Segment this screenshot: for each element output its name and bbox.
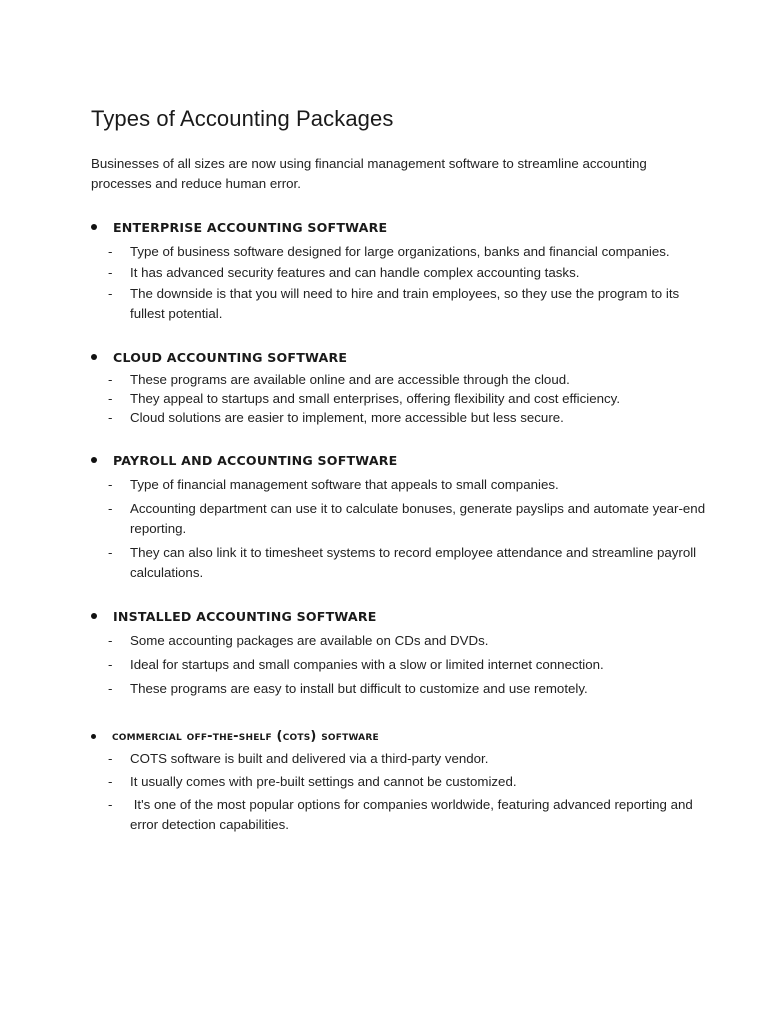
document-page (91, 104, 711, 836)
list-item (91, 389, 711, 408)
bullet-icon (91, 354, 97, 360)
list-item (91, 772, 711, 792)
bullet-icon (91, 457, 97, 463)
section-heading: ENTERPRISE ACCOUNTING SOFTWARE (113, 219, 388, 235)
item-list (91, 475, 711, 583)
list-item (91, 655, 711, 675)
list-item-text: Type of business software designed for large organizations, banks and financial companies. (130, 244, 670, 259)
section-header (91, 449, 711, 471)
section-cots (91, 725, 711, 835)
list-item-text: Some accounting packages are available on CDs and DVDs. (130, 633, 489, 648)
list-item-text: They can also link it to timesheet systems to record employee attendance and streamline payroll calculations. (130, 545, 697, 580)
page-title: Types of Accounting Packages (91, 106, 394, 131)
dash-icon: - (108, 410, 113, 425)
dash-icon: - (108, 657, 113, 672)
item-list (91, 370, 711, 427)
dash-icon: - (108, 633, 113, 648)
list-item-text: These programs are easy to install but difficult to customize and use remotely. (130, 681, 588, 696)
item-list (91, 631, 711, 699)
list-item (91, 284, 711, 324)
list-item-text: Type of financial management software that appeals to small companies. (130, 477, 559, 492)
list-item (91, 679, 711, 699)
list-item-text: It has advanced security features and can handle complex accounting tasks. (130, 265, 580, 280)
dash-icon: - (108, 501, 113, 516)
list-item-text: The downside is that you will need to hire and train employees, so they use the program to its fullest potential. (130, 286, 680, 321)
dash-icon: - (108, 797, 113, 812)
list-item (91, 543, 711, 583)
section-heading: commercial off-the-shelf (cots) software (112, 728, 379, 744)
list-item-text: They appeal to startups and small enterprises, offering flexibility and cost efficiency. (130, 391, 621, 406)
list-item-text: Cloud solutions are easier to implement, more accessible but less secure. (130, 410, 564, 425)
list-item-text: These programs are available online and are accessible through the cloud. (130, 372, 570, 387)
section-header (91, 346, 711, 368)
section-heading: CLOUD ACCOUNTING SOFTWARE (113, 349, 348, 365)
section-heading: PAYROLL AND ACCOUNTING SOFTWARE (113, 452, 398, 468)
section-payroll (91, 449, 711, 583)
dash-icon: - (108, 265, 113, 280)
dash-icon: - (108, 244, 113, 259)
list-item-text: Ideal for startups and small companies with a slow or limited internet connection. (130, 657, 604, 672)
dash-icon: - (108, 286, 113, 301)
section-cloud (91, 346, 711, 427)
list-item-text: It's one of the most popular options for companies worldwide, featuring advanced reporting and error detection capabilities. (130, 797, 697, 832)
item-list (91, 749, 711, 835)
item-list (91, 242, 711, 324)
bullet-icon (91, 224, 97, 230)
list-item (91, 795, 711, 835)
list-item (91, 408, 711, 427)
list-item (91, 749, 711, 769)
section-header (91, 216, 711, 238)
dash-icon: - (108, 477, 113, 492)
list-item (91, 499, 711, 539)
dash-icon: - (108, 391, 113, 406)
section-heading: INSTALLED ACCOUNTING SOFTWARE (113, 608, 377, 624)
intro-paragraph: Businesses of all sizes are now using financial management software to streamline accounting processes and reduce human error. (91, 156, 647, 191)
dash-icon: - (108, 751, 113, 766)
dash-icon: - (108, 681, 113, 696)
dash-icon: - (108, 774, 113, 789)
section-installed (91, 605, 711, 699)
bullet-icon (91, 613, 97, 619)
list-item-text: Accounting department can use it to calculate bonuses, generate payslips and automate year-end reporting. (130, 501, 706, 536)
section-header (91, 605, 711, 627)
section-enterprise (91, 216, 711, 324)
section-header (91, 725, 711, 747)
list-item (91, 370, 711, 389)
list-item (91, 242, 711, 262)
list-item (91, 475, 711, 495)
list-item-text: COTS software is built and delivered via a third-party vendor. (130, 751, 489, 766)
dash-icon: - (108, 545, 113, 560)
dash-icon: - (108, 372, 113, 387)
list-item (91, 631, 711, 651)
bullet-icon (91, 734, 96, 739)
list-item (91, 263, 711, 283)
list-item-text: It usually comes with pre-built settings and cannot be customized. (130, 774, 517, 789)
